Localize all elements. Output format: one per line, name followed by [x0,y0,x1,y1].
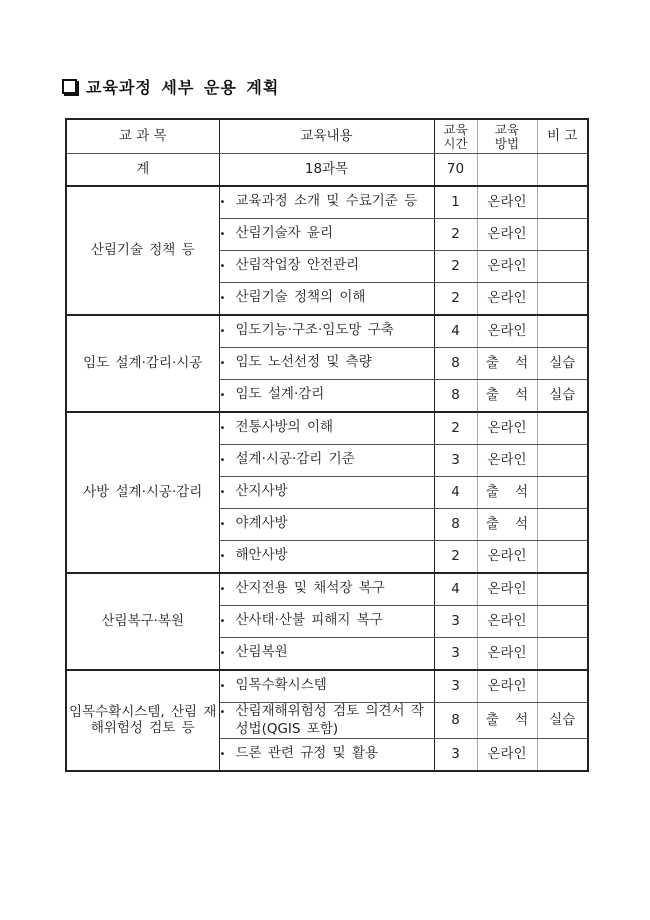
method-cell: 온라인 [477,186,537,219]
method-cell: 온라인 [477,412,537,445]
checkbox-square-icon [62,79,77,94]
total-row [66,154,588,187]
note-cell [537,477,588,509]
note-cell [537,739,588,772]
hours-cell: 2 [434,251,477,283]
bullet-icon: • [219,584,226,595]
content-text: 산림기술 정책의 이해 [235,289,366,305]
subject-cell: 사방 설계·시공·감리 [66,412,219,573]
hours-cell: 8 [434,348,477,380]
content-text: 산지전용 및 채석장 복구 [235,580,385,596]
bullet-icon: • [219,648,226,659]
subject-cell: 산림복구·복원 [66,573,219,670]
note-cell: 실습 [537,703,588,739]
hours-cell: 3 [434,739,477,772]
header-hours [434,119,477,154]
bullet-icon: • [219,326,226,337]
bullet-icon: • [219,261,226,272]
header-method [477,119,537,154]
content-cell [219,380,434,413]
method-cell: 온라인 [477,573,537,606]
hours-cell: 1 [434,186,477,219]
total-label: 계 [66,154,219,187]
content-cell [219,186,434,219]
hours-cell: 4 [434,573,477,606]
method-cell: 출 석 [477,380,537,413]
content-cell [219,477,434,509]
content-cell [219,283,434,316]
bullet-icon: • [219,293,226,304]
note-cell [537,573,588,606]
content-cell [219,509,434,541]
bullet-icon: • [219,487,226,498]
content-text: 산사태·산불 피해지 복구 [235,612,383,628]
content-text: 산림복원 [235,644,288,660]
content-text: 산림기술자 윤리 [235,225,334,241]
header-note: 비 고 [537,119,588,154]
note-cell [537,219,588,251]
hours-cell: 2 [434,219,477,251]
method-cell: 출 석 [477,703,537,739]
bullet-icon: • [219,707,226,718]
table-row [66,573,588,606]
content-text: 산지사방 [235,483,288,499]
method-cell: 온라인 [477,219,537,251]
note-cell [537,445,588,477]
note-cell: 실습 [537,348,588,380]
content-text: 해안사방 [235,547,288,563]
bullet-icon: • [219,423,226,434]
content-text: 전통사방의 이해 [235,419,334,435]
hours-cell: 3 [434,445,477,477]
curriculum-table [65,118,589,772]
note-cell [537,283,588,316]
hours-cell: 8 [434,380,477,413]
hours-cell: 4 [434,477,477,509]
note-cell [537,670,588,703]
content-cell [219,606,434,638]
table-header-row [66,119,588,154]
hours-cell: 4 [434,315,477,348]
content-cell [219,219,434,251]
header-content: 교육내용 [219,119,434,154]
hours-cell: 8 [434,703,477,739]
content-text: 임목수확시스템 [235,677,327,693]
content-text: 설계·시공·감리 기준 [235,451,355,467]
note-cell [537,606,588,638]
content-cell [219,315,434,348]
hours-cell: 8 [434,509,477,541]
bullet-icon: • [219,229,226,240]
note-cell [537,541,588,574]
method-cell: 온라인 [477,251,537,283]
method-cell: 온라인 [477,670,537,703]
content-cell [219,251,434,283]
table-row [66,186,588,219]
total-note [537,154,588,187]
section-title-text: 교육과정 세부 운용 계획 [86,77,280,97]
bullet-icon: • [219,519,226,530]
table-row [66,670,588,703]
content-cell [219,573,434,606]
method-cell: 온라인 [477,638,537,671]
content-cell [219,348,434,380]
method-cell: 온라인 [477,445,537,477]
method-cell: 온라인 [477,283,537,316]
note-cell [537,315,588,348]
content-text: 임도기능·구조·임도망 구축 [235,322,394,338]
bullet-icon: • [219,616,226,627]
content-cell [219,412,434,445]
note-cell [537,251,588,283]
method-cell: 온라인 [477,541,537,574]
bullet-icon: • [219,681,226,692]
content-cell [219,638,434,671]
table-row [66,412,588,445]
content-cell [219,703,434,739]
content-text: 야계사방 [235,515,288,531]
content-cell [219,670,434,703]
hours-cell: 2 [434,283,477,316]
content-cell [219,445,434,477]
subject-cell: 임도 설계·감리·시공 [66,315,219,412]
content-cell [219,739,434,772]
note-cell [537,509,588,541]
method-cell: 온라인 [477,315,537,348]
content-text: 임도 설계·감리 [235,386,325,402]
hours-cell: 2 [434,412,477,445]
total-hours: 70 [434,154,477,187]
content-text: 산림재해위험성 검토 의견서 작성법(QGIS 포함) [235,703,424,737]
bullet-icon: • [219,358,226,369]
hours-cell: 3 [434,638,477,671]
table-row [66,315,588,348]
method-cell: 출 석 [477,477,537,509]
content-text: 산림작업장 안전관리 [235,257,360,273]
bullet-icon: • [219,390,226,401]
header-subject: 교 과 목 [66,119,219,154]
header-hours-line1: 교육 [443,122,468,138]
method-cell: 온라인 [477,606,537,638]
header-method-line1: 교육 [494,122,520,138]
method-cell: 출 석 [477,348,537,380]
bullet-icon: • [219,551,226,562]
note-cell [537,638,588,671]
content-cell [219,541,434,574]
bullet-icon: • [219,749,226,761]
note-cell [537,186,588,219]
note-cell: 실습 [537,380,588,413]
content-text: 드론 관련 규정 및 활용 [235,745,379,762]
subject-cell: 산림기술 정책 등 [66,186,219,315]
total-method [477,154,537,187]
method-cell: 출 석 [477,509,537,541]
bullet-icon: • [219,455,226,466]
hours-cell: 3 [434,670,477,703]
method-cell: 온라인 [477,739,537,772]
hours-cell: 2 [434,541,477,574]
bullet-icon: • [219,197,226,208]
total-content: 18과목 [219,154,434,187]
header-method-line2: 방법 [494,135,520,151]
content-text: 임도 노선선정 및 측량 [235,354,372,370]
content-text: 교육과정 소개 및 수료기준 등 [235,193,418,209]
hours-cell: 3 [434,606,477,638]
subject-cell: 임목수확시스템, 산림 재해위험성 검토 등 [66,670,219,771]
note-cell [537,412,588,445]
section-title [60,74,279,98]
header-hours-line2: 시간 [443,135,468,151]
